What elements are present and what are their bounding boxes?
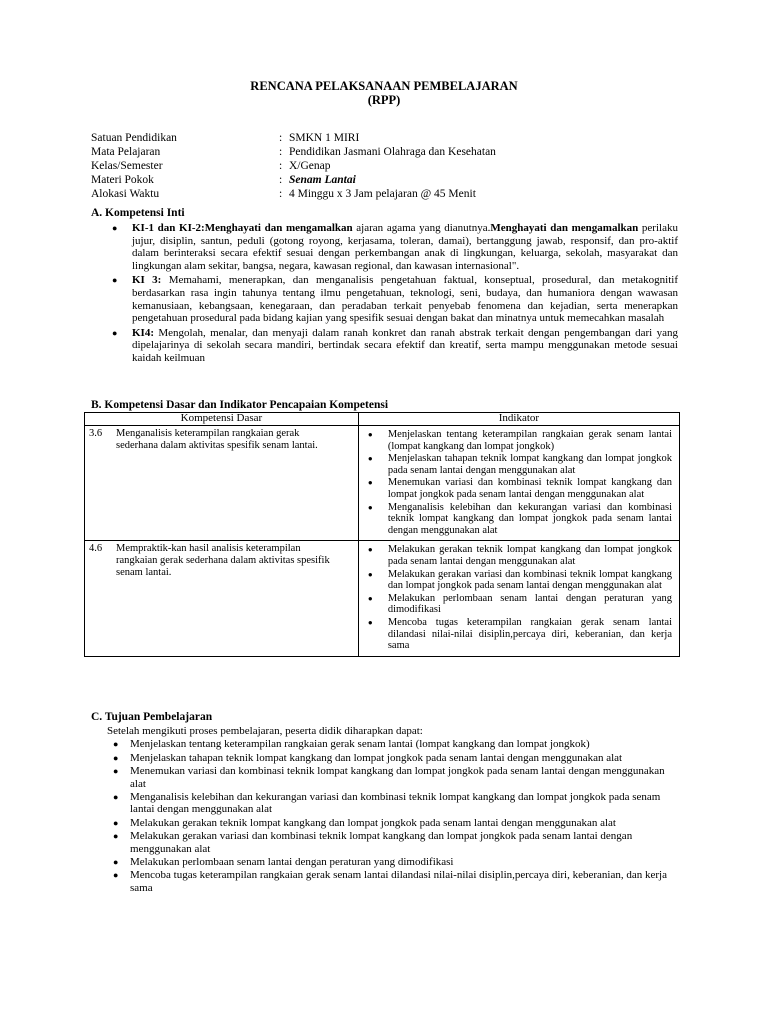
indicator-item: ● Menganalisis kelebihan dan kekurangan variasi dan kombinasi teknik lompat kangkang dan lompat jongkok pada senam lantai dengan menggunakan alat (360, 502, 672, 537)
ki-text: Memahami, menerapkan, dan menganalisis pengetahuan faktual, konseptual, prosedural, dan metakognitif berdasarkan rasa ingin tahunya tentang ilmu pengetahuan, teknologi, seni, budaya, dan humaniora dengan wawasan kemanusiaan, kebangsaan, kenegaraan, dan peradaban terkait penyebab fenomena dan kejadian, serta menerapkan pengetahuan prosedural pada bidang kajian yang spesifik sesuai dengan bakat dan minatnya untuk memecahkan masalah (132, 274, 678, 325)
info-value: Pendidikan Jasmani Olahraga dan Kesehatan (289, 146, 496, 158)
ki-text: ajaran agama yang dianutnya. (352, 222, 491, 234)
info-row (91, 187, 496, 201)
indicator-item: ● Melakukan gerakan teknik lompat kangkang dan lompat jongkok pada senam lantai dengan menggunakan alat (360, 544, 672, 567)
info-separator: : (279, 174, 283, 186)
tujuan-list (107, 725, 680, 895)
info-value: Senam Lantai (289, 174, 356, 186)
kd-text: Menganalisis keterampilan rangkaian gerak sederhana dalam aktivitas spesifik senam lantai. (116, 428, 318, 451)
list-item: ● Melakukan gerakan teknik lompat kangkang dan lompat jongkok pada senam lantai dengan menggunakan alat (110, 817, 680, 829)
ki-text: perilaku jujur, disiplin, santun, peduli (gotong royong, kerjasama, toleran, damai), bertanggung jawab, responsif, dan pro-aktif dalam berinteraksi secara efektif sesuai dengan perkembangan anak di lingkungan, keluarga, sekolah, masyarakat dan lingkungan alam sekitar, bangsa, negara, kawasan regional, dan kawasan internasional". (132, 222, 678, 272)
info-key: Kelas/Semester (91, 160, 163, 172)
kompetensi-table (84, 412, 680, 657)
section-a-heading: A. Kompetensi Inti (91, 207, 185, 219)
ki-item (112, 274, 678, 324)
list-item: ● Menjelaskan tentang keterampilan rangkaian gerak senam lantai (lompat kangkang dan lompat jongkok) (110, 738, 680, 750)
info-row (91, 173, 496, 187)
column-header-kompetensi-dasar: Kompetensi Dasar (85, 413, 359, 426)
ki-bold: KI4: (132, 326, 154, 339)
ki-bold: KI 3: (132, 274, 162, 287)
list-item: ● Melakukan perlombaan senam lantai dengan peraturan yang dimodifikasi (110, 856, 680, 868)
kd-code: 4.6 (89, 543, 103, 555)
title-line-1: RENCANA PELAKSANAAN PEMBELAJARAN (250, 79, 518, 93)
info-separator: : (279, 160, 283, 172)
indicator-item: ● Menjelaskan tahapan teknik lompat kangkang dan lompat jongkok pada senam lantai dengan menggunakan alat (360, 453, 672, 476)
identity-block (91, 131, 496, 201)
info-separator: : (279, 132, 283, 144)
info-value: X/Genap (289, 160, 331, 172)
indicator-item: ● Mencoba tugas keterampilan rangkaian gerak senam lantai dilandasi nilai-nilai disiplin,percaya diri, keberanian, dan kerja sama (360, 617, 672, 652)
column-header-indikator: Indikator (358, 413, 679, 426)
kd-text: Mempraktik-kan hasil analisis keterampilan rangkaian gerak sederhana dalam aktivitas spesifik senam lantai. (116, 543, 330, 578)
ki-item (112, 327, 678, 365)
indicator-list (360, 542, 678, 654)
list-item: ● Mencoba tugas keterampilan rangkaian gerak senam lantai dilandasi nilai-nilai disiplin,percaya diri, keberanian, dan kerja sama (110, 869, 680, 894)
info-row (91, 145, 496, 159)
info-key: Satuan Pendidikan (91, 132, 177, 144)
info-value: 4 Minggu x 3 Jam pelajaran @ 45 Menit (289, 188, 476, 200)
section-c-heading: C. Tujuan Pembelajaran (91, 711, 213, 723)
kd-cell (85, 426, 359, 541)
table-row (85, 426, 680, 541)
list-item: ● Menemukan variasi dan kombinasi teknik lompat kangkang dan lompat jongkok pada senam lantai dengan menggunakan alat (110, 765, 680, 790)
info-separator: : (279, 146, 283, 158)
indicator-item: ● Melakukan perlombaan senam lantai dengan peraturan yang dimodifikasi (360, 593, 672, 616)
info-value: SMKN 1 MIRI (289, 132, 360, 144)
ki-text: Mengolah, menalar, dan menyaji dalam ranah konkret dan ranah abstrak terkait dengan pengembangan dari yang dipelajarinya di sekolah secara mandiri, bertindak secara efektif dan kreatif, serta mampu menggunakan metode sesuai kaidah keilmuan (132, 326, 678, 364)
info-key: Materi Pokok (91, 174, 154, 186)
ki-bold: Menghayati dan mengamalkan (490, 222, 639, 234)
tujuan-intro: Setelah mengikuti proses pembelajaran, peserta didik diharapkan dapat: (107, 725, 423, 737)
info-row (91, 131, 496, 145)
list-item: ● Menganalisis kelebihan dan kekurangan variasi dan kombinasi teknik lompat kangkang dan lompat jongkok pada senam lantai dengan menggunakan alat (110, 791, 680, 816)
indicator-list (360, 427, 678, 539)
document-title (0, 79, 768, 107)
indicator-cell (358, 426, 679, 541)
indicator-item: ● Menjelaskan tentang keterampilan rangkaian gerak senam lantai (lompat kangkang dan lompat jongkok) (360, 429, 672, 452)
ki-item (112, 222, 678, 272)
table-header-row (85, 413, 680, 426)
list-item: ● Melakukan gerakan variasi dan kombinasi teknik lompat kangkang dan lompat jongkok pada senam lantai dengan menggunakan alat (110, 830, 680, 855)
kd-code: 3.6 (89, 428, 103, 439)
info-separator: : (279, 188, 283, 200)
info-row (91, 159, 496, 173)
indicator-item: ● Melakukan gerakan variasi dan kombinasi teknik lompat kangkang dan lompat jongkok pada senam lantai dengan menggunakan alat (360, 569, 672, 592)
kompetensi-inti-list (112, 222, 678, 367)
list-item: ● Menjelaskan tahapan teknik lompat kangkang dan lompat jongkok pada senam lantai dengan menggunakan alat (110, 752, 680, 764)
title-line-2: (RPP) (367, 93, 401, 107)
section-b-heading: B. Kompetensi Dasar dan Indikator Pencapaian Kompetensi (91, 399, 389, 411)
table-row (85, 541, 680, 656)
ki-bold: KI-1 dan KI-2:Menghayati dan mengamalkan (132, 222, 353, 234)
indicator-item: ● Menemukan variasi dan kombinasi teknik lompat kangkang dan lompat jongkok pada senam lantai dengan menggunakan alat (360, 477, 672, 500)
info-key: Mata Pelajaran (91, 146, 161, 158)
indicator-cell (358, 541, 679, 656)
info-key: Alokasi Waktu (91, 188, 160, 200)
kd-cell (85, 541, 359, 656)
